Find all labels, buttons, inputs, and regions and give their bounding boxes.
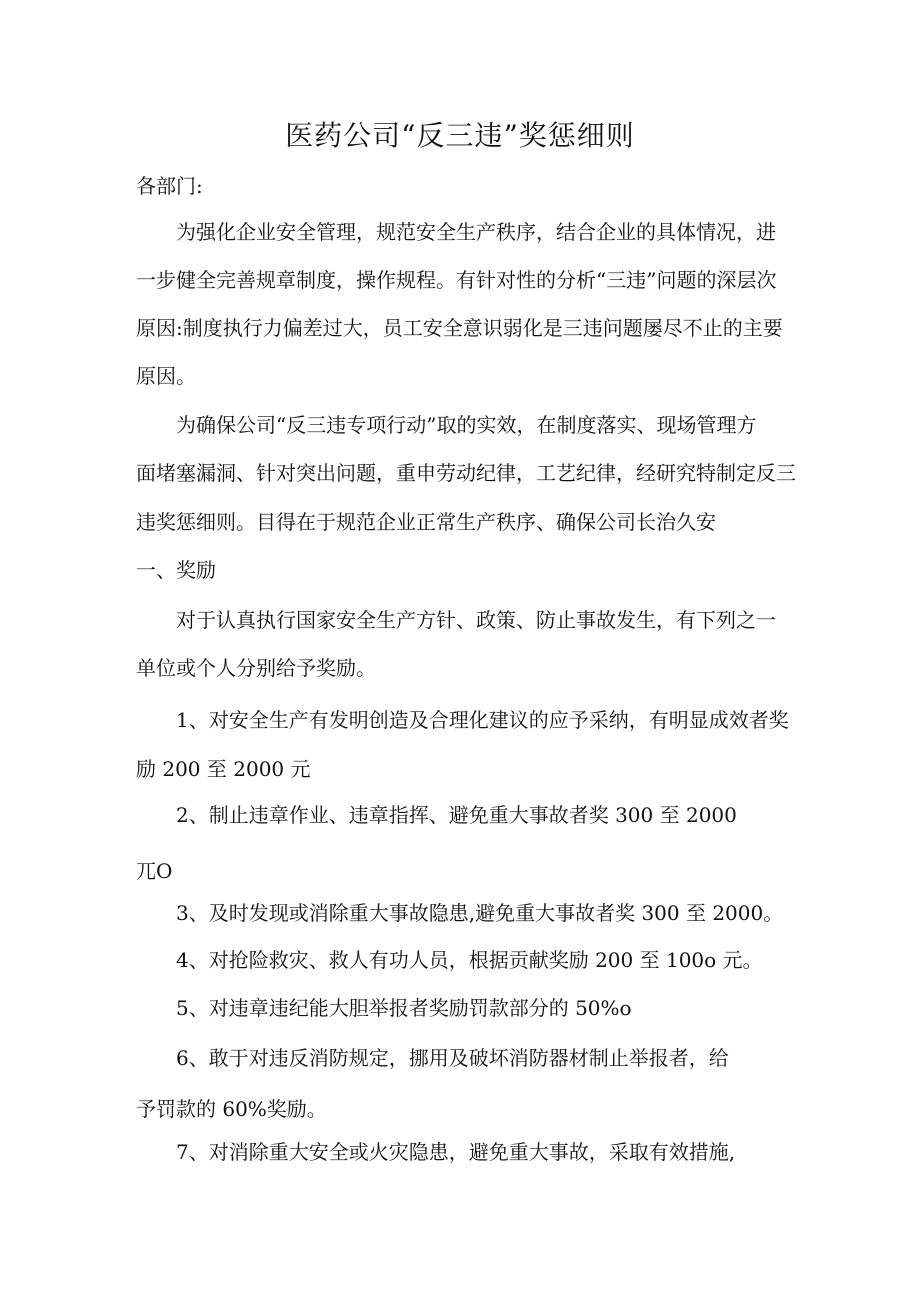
purpose-line-1: 为确保公司“反三违专项行动”取的实效，在制度落实、现场管理方 [176,413,757,437]
intro-line-2: 一步健全完善规章制度，操作规程。有针对性的分析“三违”问题的深层次 [136,268,777,292]
reward-item-5: 5、对违章违纪能大胆举报者奖励罚款部分的 50%o [176,996,632,1020]
purpose-line-2: 面堵塞漏洞、针对突出问题，重申劳动纪律，工艺纪律，经研究特制定反三 [136,461,796,485]
intro-line-4: 原因。 [136,364,196,388]
reward-item-6-cont: 予罚款的 60%奖励。 [136,1097,327,1121]
reward-item-7: 7、对消除重大安全或火灾隐患，避免重大事故，采取有效措施, [176,1140,736,1164]
reward-item-6: 6、敢于对违反消防规定，挪用及破坏消防器材制止举报者，给 [176,1046,729,1070]
intro-line-3: 原因:制度执行力偏差过大，员工安全意识弱化是三违问题屡尽不止的主要 [136,316,783,340]
reward-item-1-cont: 励 200 至 2000 元 [136,757,311,781]
reward-item-2-cont: 兀O [136,859,173,883]
intro-line-1: 为强化企业安全管理，规范安全生产秩序，结合企业的具体情况，进 [176,220,776,244]
section-lead-2: 单位或个人分别给予奖励。 [136,656,376,680]
salutation: 各部门: [136,174,203,198]
purpose-line-3: 违奖惩细则。目得在于规范企业正常生产秩序、确保公司长治久安 [136,510,716,534]
section-lead-1: 对于认真执行国家安全生产方针、政策、防止事故发生，有下列之一 [176,608,776,632]
section-heading: 一、奖励 [136,558,216,582]
page-title: 医药公司“反三违”奖惩细则 [285,119,635,152]
reward-item-2: 2、制止违章作业、违章指挥、避免重大事故者奖 300 至 2000 [176,803,737,827]
reward-item-4: 4、对抢险救灾、救人有功人员，根据贡献奖励 200 至 100o 元。 [176,948,763,972]
reward-item-1: 1、对安全生产有发明创造及合理化建议的应予采纳，有明显成效者奖 [176,708,789,732]
reward-item-3: 3、及时发现或消除重大事故隐患,避免重大事故者奖 300 至 2000。 [176,901,784,925]
